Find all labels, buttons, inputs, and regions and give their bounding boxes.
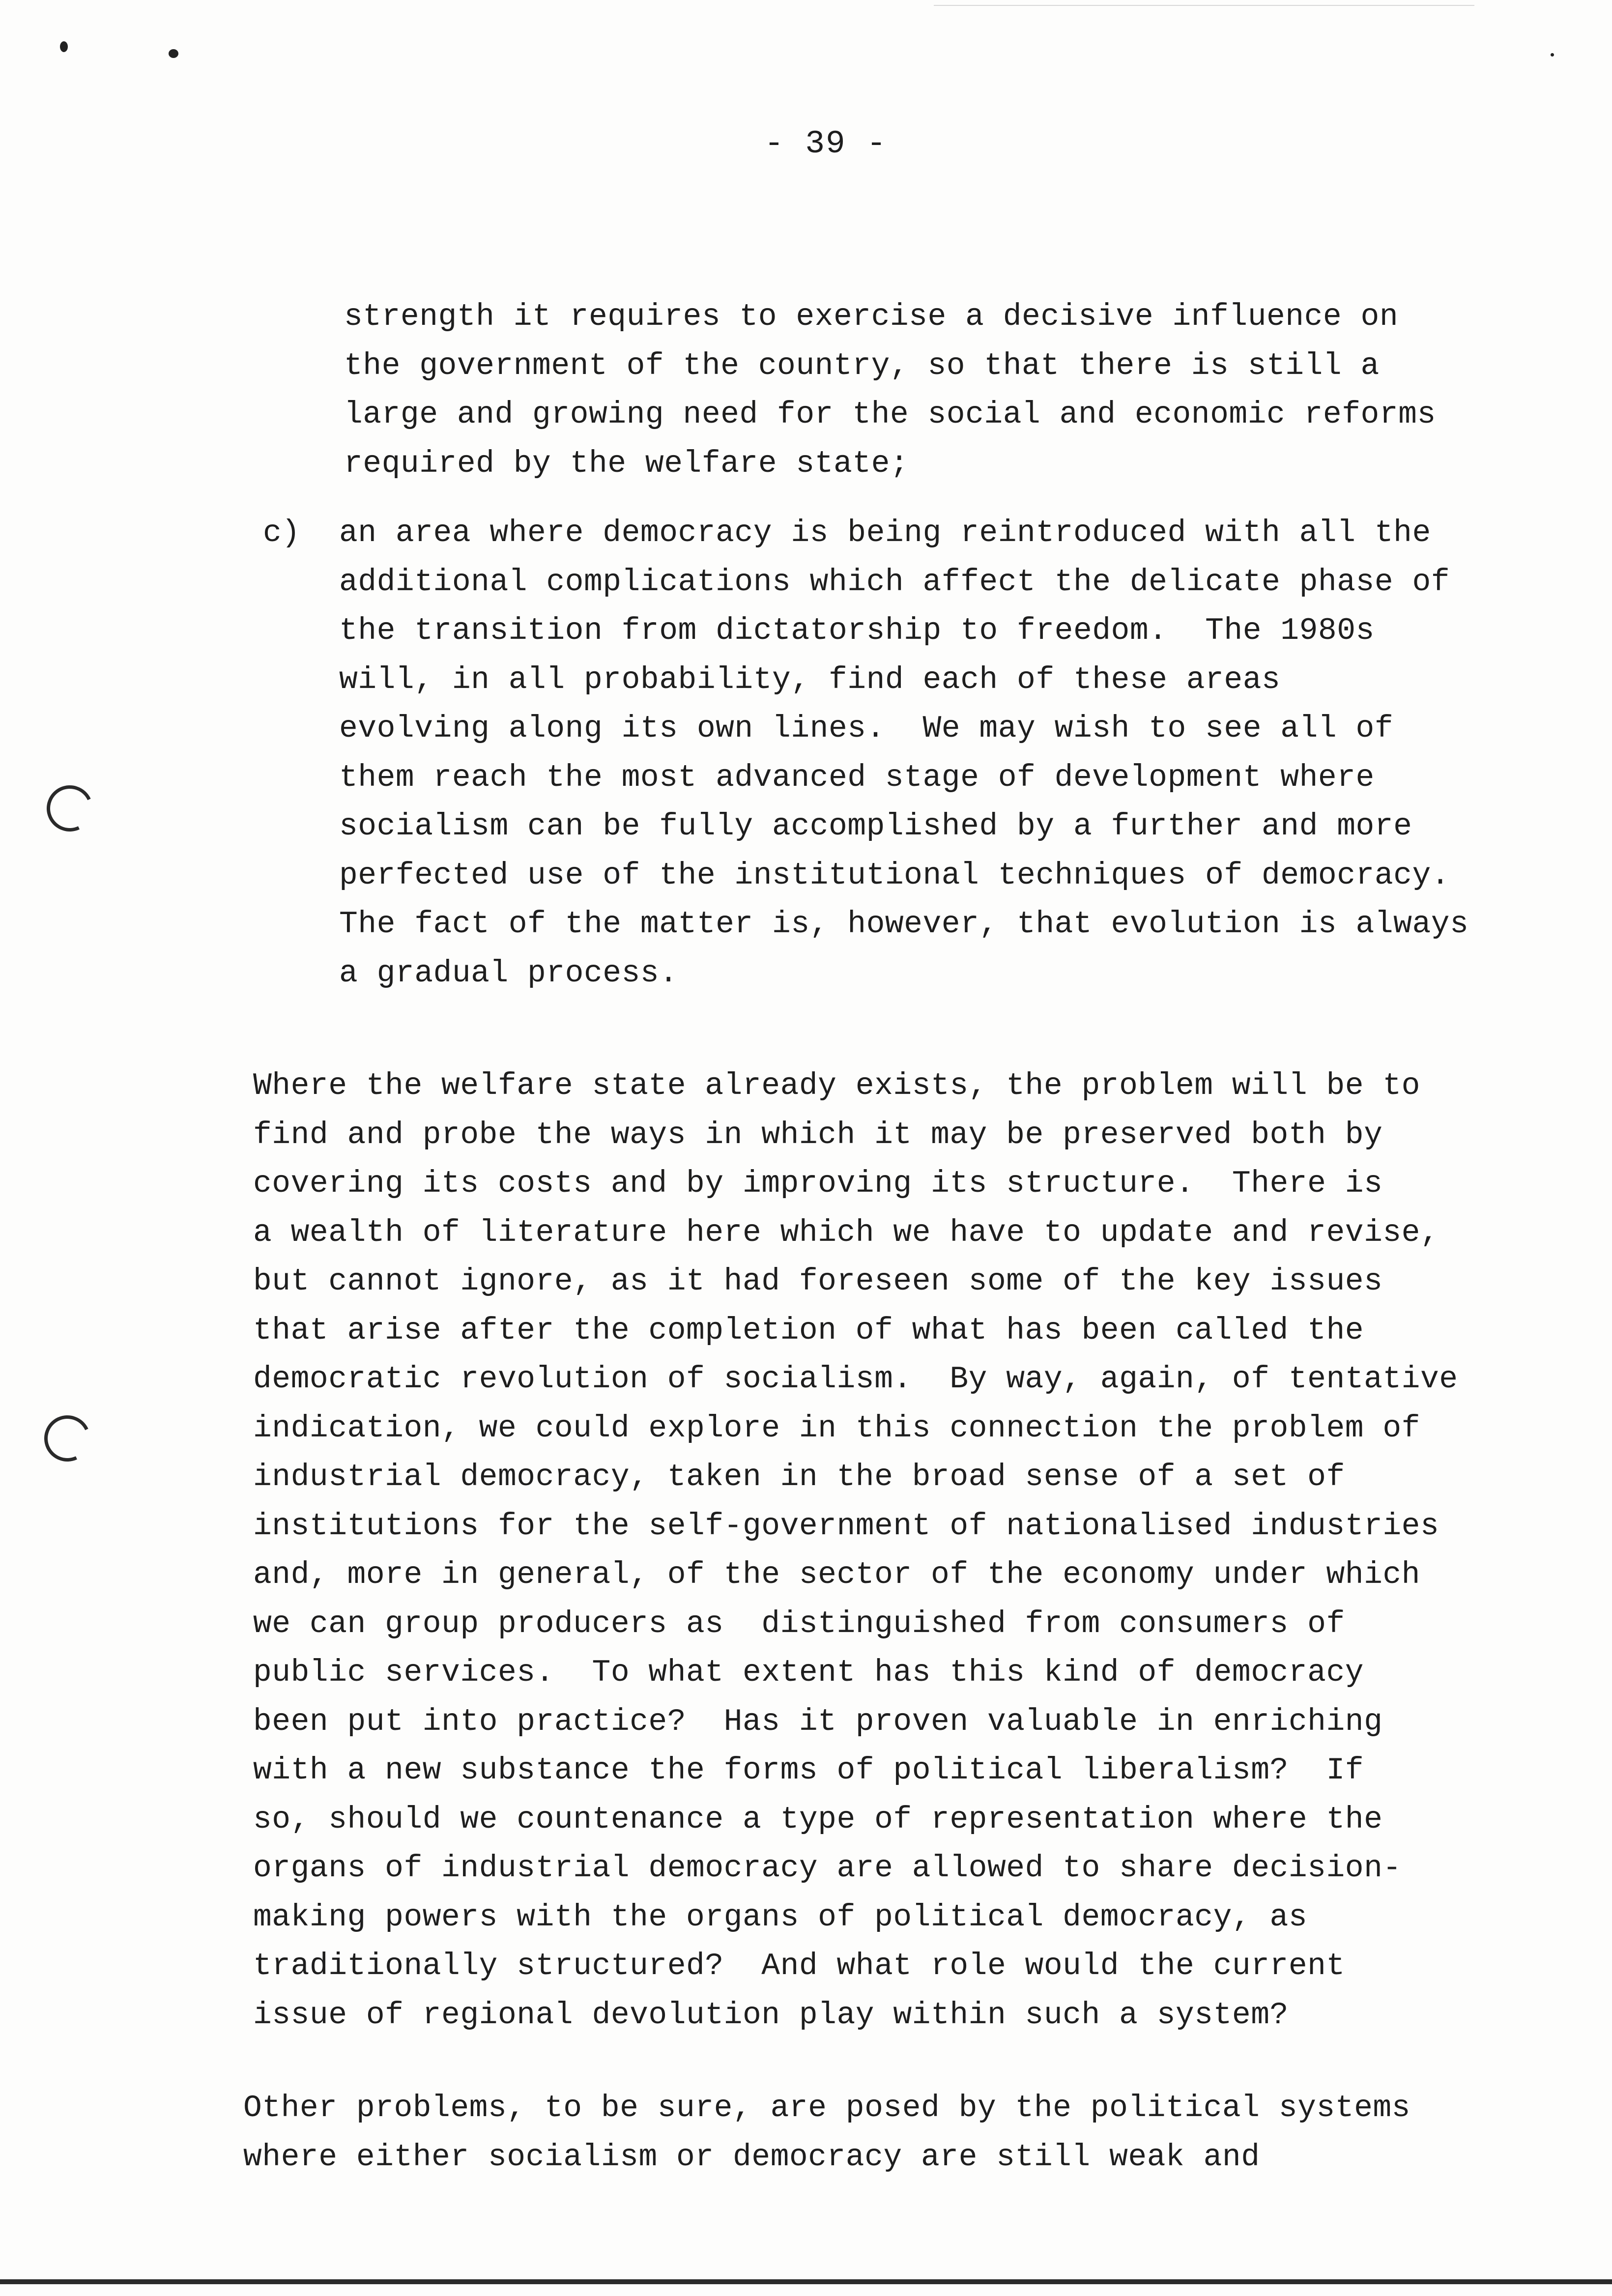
text-line: making powers with the organs of political democracy, as xyxy=(253,1899,1308,1935)
text-line: find and probe the ways in which it may be preserved both by xyxy=(253,1117,1383,1152)
paragraph-welfare-state xyxy=(253,1062,1458,2039)
scan-speck xyxy=(169,49,178,58)
text-line: been put into practice? Has it proven valuable in enriching xyxy=(253,1704,1383,1739)
text-line: and, more in general, of the sector of the economy under which xyxy=(253,1557,1420,1592)
binder-hole xyxy=(40,779,99,838)
text-line: where either socialism or democracy are still weak and xyxy=(243,2139,1260,2175)
paragraph-other-problems xyxy=(243,2084,1410,2181)
text-line: democratic revolution of socialism. By way, again, of tentative xyxy=(253,1362,1458,1397)
binder-hole xyxy=(38,1409,97,1468)
scan-speck xyxy=(1551,53,1554,57)
text-line: additional complications which affect the delicate phase of xyxy=(339,564,1450,600)
text-line: evolving along its own lines. We may wish to see all of xyxy=(339,711,1394,746)
text-line: a gradual process. xyxy=(339,955,678,991)
text-line: an area where democracy is being reintroduced with all the xyxy=(339,516,1431,550)
text-line: with a new substance the forms of political liberalism? If xyxy=(253,1753,1364,1788)
list-item-b-continuation xyxy=(344,292,1436,488)
text-line: so, should we countenance a type of representation where the xyxy=(253,1802,1383,1837)
text-line: public services. To what extent has this kind of democracy xyxy=(253,1655,1364,1690)
page-number: - 39 - xyxy=(764,125,887,162)
text-line: the transition from dictatorship to freedom. The 1980s xyxy=(339,613,1375,648)
text-line: Other problems, to be sure, are posed by the political systems xyxy=(243,2091,1410,2125)
text-line: the government of the country, so that there is still a xyxy=(344,348,1380,383)
text-line: indication, we could explore in this connection the problem of xyxy=(253,1410,1420,1446)
text-line: issue of regional devolution play within such a system? xyxy=(253,1997,1289,2033)
text-line: perfected use of the institutional techniques of democracy. xyxy=(339,858,1450,893)
text-line: we can group producers as distinguished from consumers of xyxy=(253,1606,1345,1641)
text-line: institutions for the self-government of nationalised industries xyxy=(253,1508,1439,1544)
list-item-body xyxy=(339,509,1468,998)
text-line: Where the welfare state already exists, the problem will be to xyxy=(253,1068,1420,1103)
text-line: but cannot ignore, as it had foreseen some of the key issues xyxy=(253,1264,1383,1299)
text-line: a wealth of literature here which we have to update and revise, xyxy=(253,1215,1439,1250)
list-item-label: c) xyxy=(263,516,300,550)
scan-edge-line xyxy=(934,5,1474,6)
text-line: organs of industrial democracy are allowed to share decision- xyxy=(253,1851,1402,1886)
scan-speck xyxy=(60,41,68,52)
text-line: large and growing need for the social and economic reforms xyxy=(344,397,1436,432)
scan-bottom-edge xyxy=(0,2279,1612,2284)
text-line: will, in all probability, find each of these areas xyxy=(339,662,1281,697)
text-line: required by the welfare state; xyxy=(344,446,909,481)
text-line: industrial democracy, taken in the broad sense of a set of xyxy=(253,1460,1345,1494)
text-line: The fact of the matter is, however, that evolution is always xyxy=(339,907,1469,942)
text-line: strength it requires to exercise a decisive influence on xyxy=(344,299,1399,334)
text-line: that arise after the completion of what has been called the xyxy=(253,1313,1364,1348)
text-line: traditionally structured? And what role would the current xyxy=(253,1949,1345,1983)
text-line: them reach the most advanced stage of development where xyxy=(339,760,1375,795)
text-line: covering its costs and by improving its structure. There is xyxy=(253,1166,1383,1201)
text-line: socialism can be fully accomplished by a further and more xyxy=(339,809,1412,844)
